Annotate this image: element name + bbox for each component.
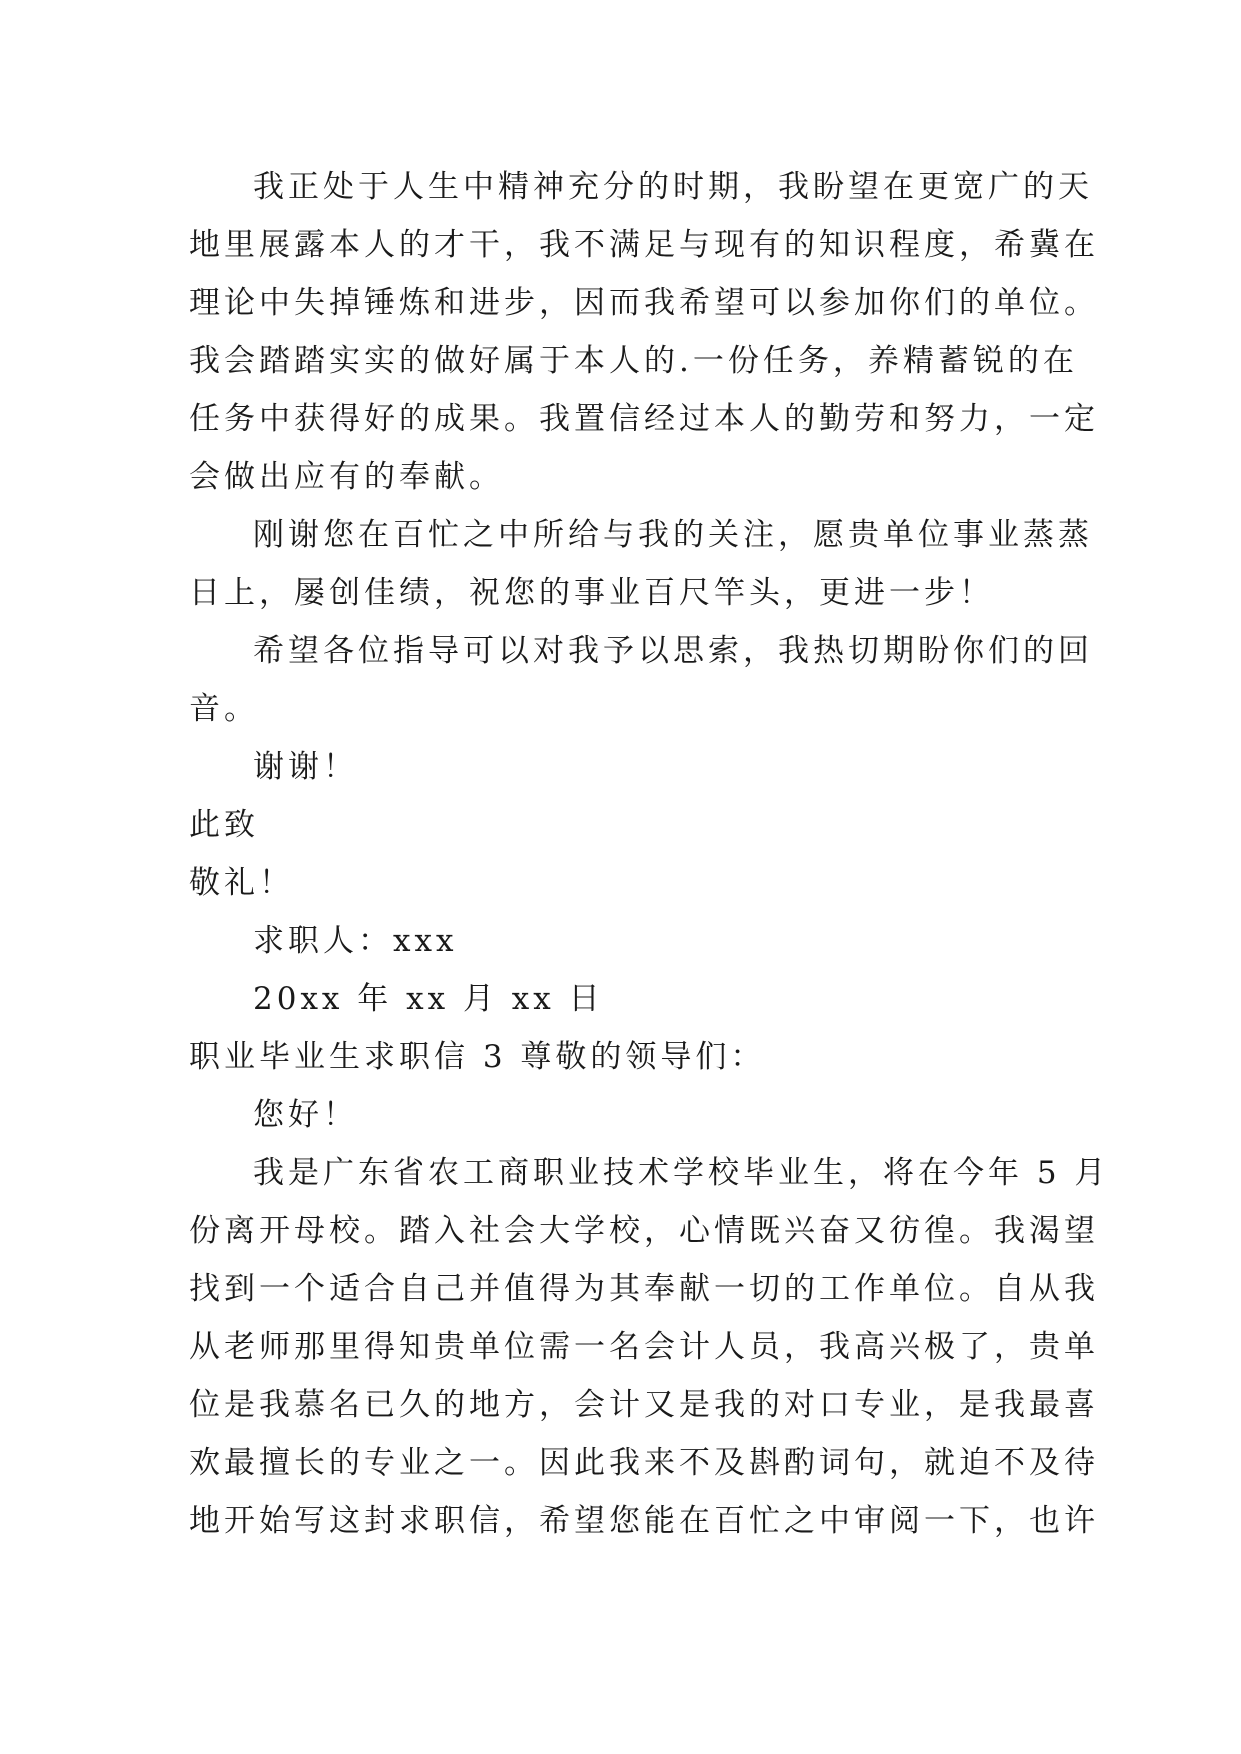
greeting-line: 您好！ xyxy=(253,1097,358,1133)
date-line: 20xx 年 xx 月 xx 日 xyxy=(253,981,604,1017)
paragraph-line: 会做出应有的奉献。 xyxy=(189,459,504,495)
paragraph-line: 我会踏踏实实的做好属于本人的.一份任务，养精蓄锐的在 xyxy=(189,343,1078,379)
paragraph-line: 理论中失掉锤炼和进步，因而我希望可以参加你们的单位。 xyxy=(189,285,1099,321)
paragraph-line: 找到一个适合自己并值得为其奉献一切的工作单位。自从我 xyxy=(189,1271,1099,1307)
paragraph-line: 欢最擅长的专业之一。因此我来不及斟酌词句，就迫不及待 xyxy=(189,1445,1099,1481)
signature-line: 求职人：xxx xyxy=(253,923,458,959)
paragraph-line: 地里展露本人的才干，我不满足与现有的知识程度，希冀在 xyxy=(189,227,1099,263)
closing-line: 此致 xyxy=(189,807,259,843)
thanks-line: 谢谢！ xyxy=(253,749,358,785)
paragraph-line: 任务中获得好的成果。我置信经过本人的勤劳和努力，一定 xyxy=(189,401,1099,437)
paragraph-line: 从老师那里得知贵单位需一名会计人员，我高兴极了，贵单 xyxy=(189,1329,1099,1365)
paragraph-line: 我正处于人生中精神充分的时期，我盼望在更宽广的天 xyxy=(253,169,1093,205)
paragraph-line: 我是广东省农工商职业技术学校毕业生，将在今年 5 月 xyxy=(253,1155,1110,1191)
letter-body xyxy=(189,158,1110,1550)
paragraph-line: 日上，屡创佳绩，祝您的事业百尺竿头，更进一步！ xyxy=(189,575,994,611)
paragraph-line: 位是我慕名已久的地方，会计又是我的对口专业，是我最喜 xyxy=(189,1387,1099,1423)
paragraph-line: 地开始写这封求职信，希望您能在百忙之中审阅一下，也许 xyxy=(189,1503,1099,1539)
paragraph-line: 希望各位指导可以对我予以思索，我热切期盼你们的回 xyxy=(253,633,1093,669)
closing-salute: 敬礼！ xyxy=(189,865,294,901)
letter-heading: 职业毕业生求职信 3 尊敬的领导们： xyxy=(189,1039,766,1075)
paragraph-line: 份离开母校。踏入社会大学校，心情既兴奋又彷徨。我渴望 xyxy=(189,1213,1099,1249)
paragraph-line: 音。 xyxy=(189,691,259,727)
paragraph-line: 刚谢您在百忙之中所给与我的关注，愿贵单位事业蒸蒸 xyxy=(253,517,1093,553)
